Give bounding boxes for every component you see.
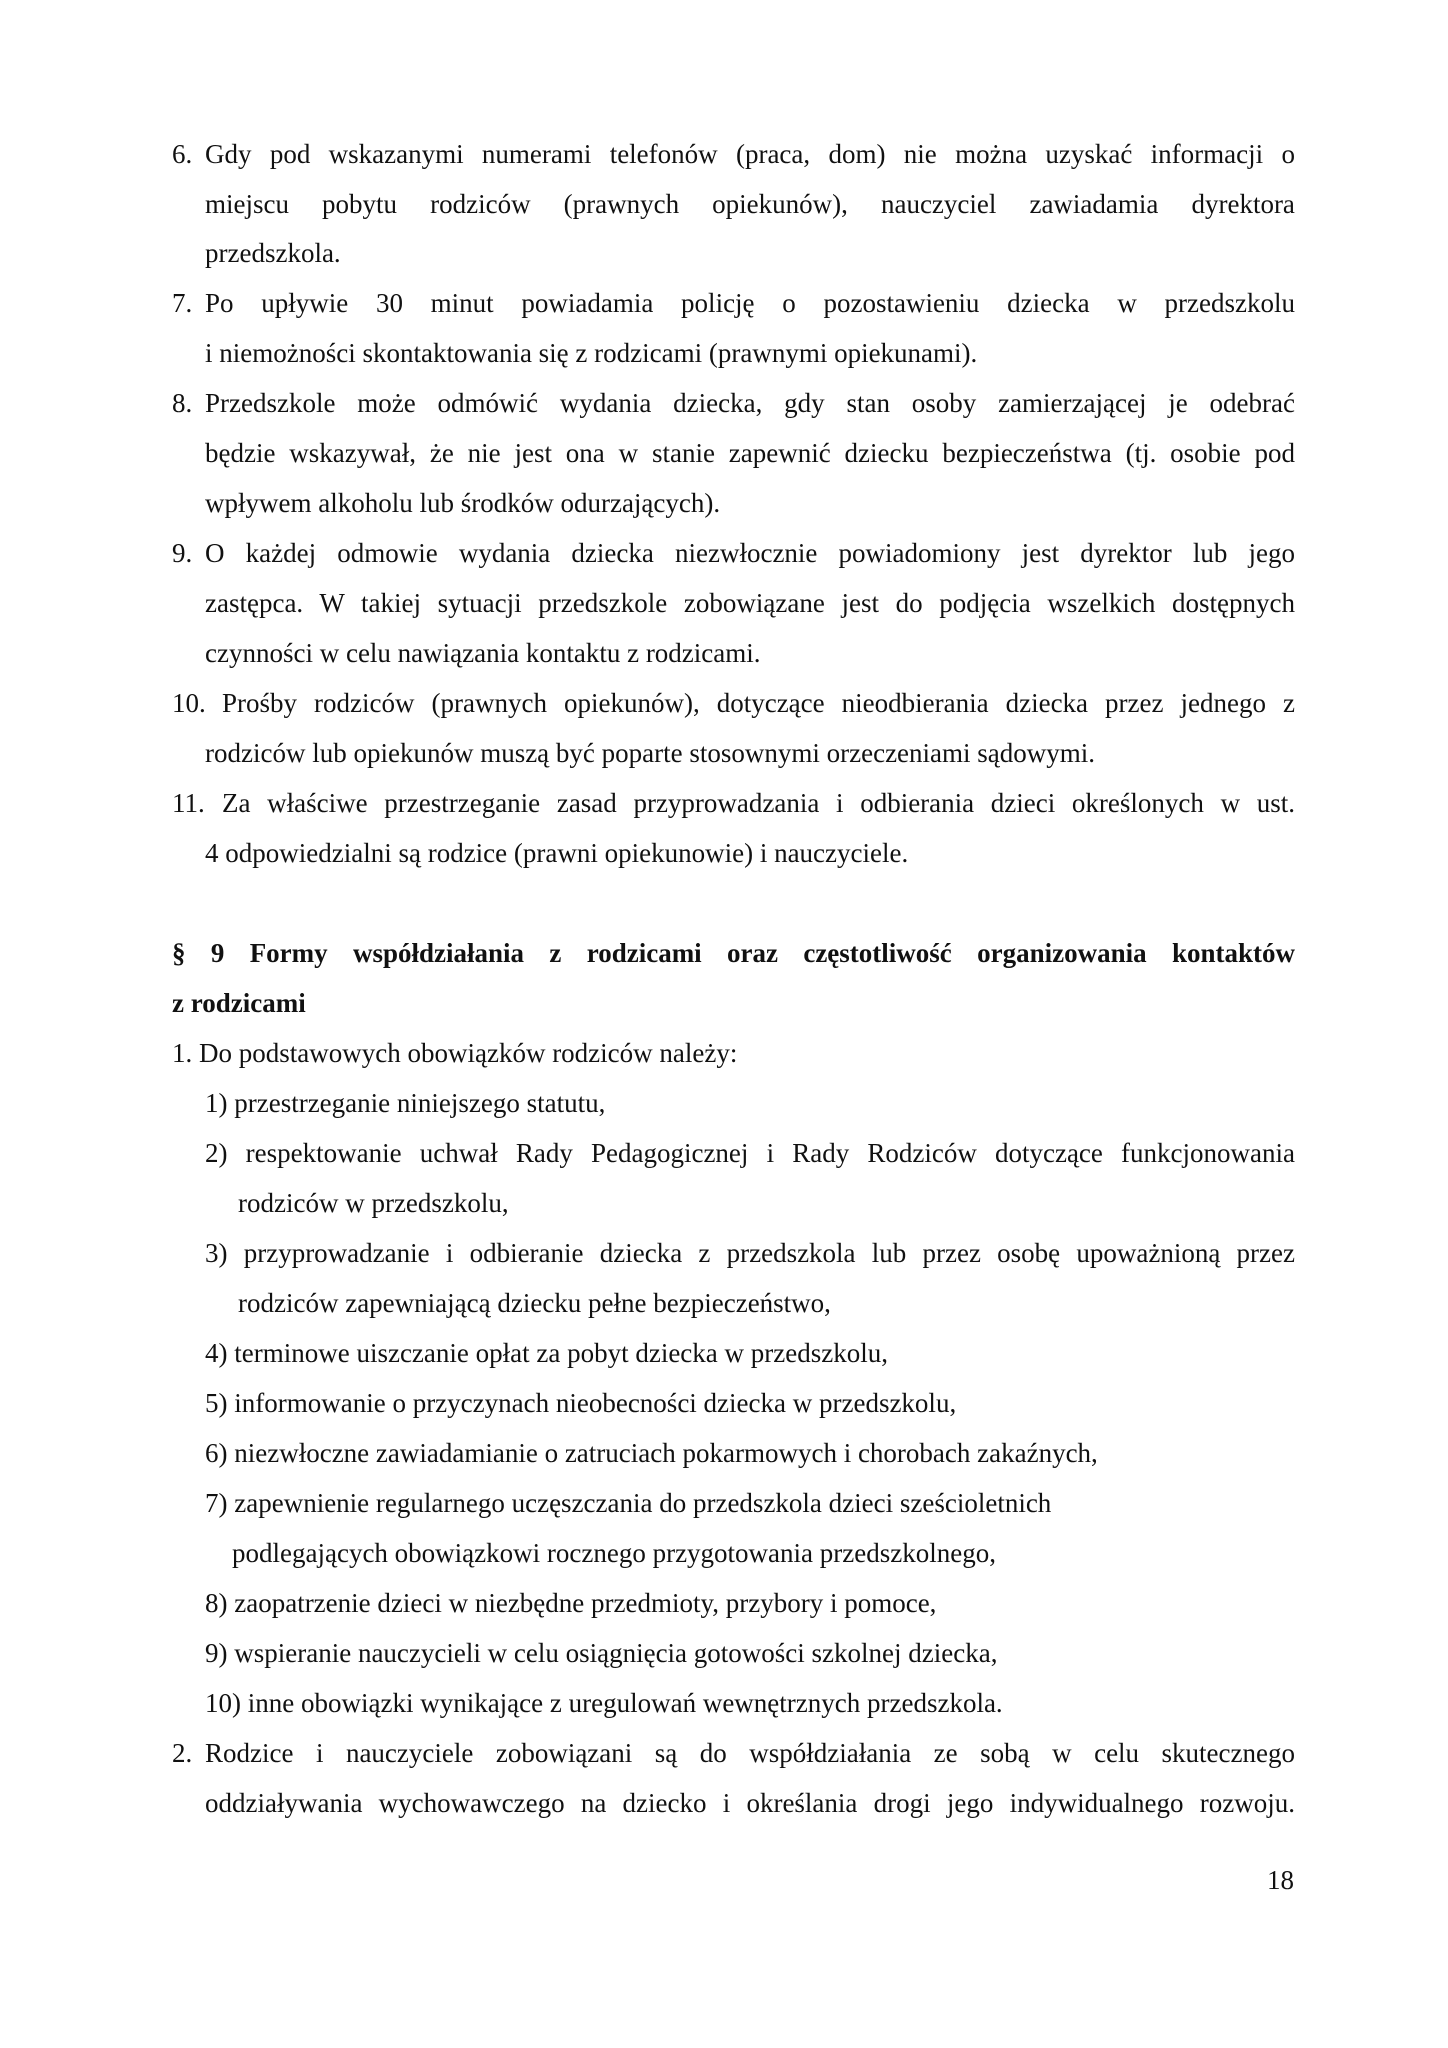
page-number: 18 [1267,1865,1294,1895]
list-item-text: będzie wskazywał, że nie jest ona w stanie zapewnić dziecku bezpieczeństwa (tj. osobie pod [205,438,1295,468]
list-item-text: czynności w celu nawiązania kontaktu z rodzicami. [205,638,761,668]
duty-item-cont: podlegających obowiązkowi rocznego przygotowania przedszkolnego, [232,1538,996,1568]
duty-item: 10) inne obowiązki wynikające z uregulowań wewnętrznych przedszkola. [205,1688,1003,1718]
list-item-text: zastępca. W takiej sytuacji przedszkole zobowiązane jest do podjęcia wszelkich dostępnych [205,588,1295,618]
list-item-text: i niemożności skontaktowania się z rodzicami (prawnymi opiekunami). [205,338,978,368]
duty-item: 8) zaopatrzenie dzieci w niezbędne przedmioty, przybory i pomoce, [205,1588,937,1618]
duty-item: 2) respektowanie uchwał Rady Pedagogicznej i Rady Rodziców dotyczące funkcjonowania [205,1138,1295,1168]
list-item-text: O każdej odmowie wydania dziecka niezwłocznie powiadomiony jest dyrektor lub jego [205,538,1295,568]
list-item-text: Za właściwe przestrzeganie zasad przyprowadzania i odbierania dzieci określonych w ust. [222,788,1295,818]
duty-item-cont: rodziców w przedszkolu, [238,1188,509,1218]
list-item-text: przedszkola. [205,238,341,268]
duty-item-cont: rodziców zapewniającą dziecku pełne bezpieczeństwo, [238,1288,831,1318]
section-heading: § 9 Formy współdziałania z rodzicami oraz częstotliwość organizowania kontaktów [172,938,1295,968]
duty-item: 1) przestrzeganie niniejszego statutu, [205,1088,606,1118]
list-number: 2. [172,1738,193,1768]
section-item-intro: 1. Do podstawowych obowiązków rodziców należy: [172,1038,738,1068]
list-item-text: wpływem alkoholu lub środków odurzających). [205,488,721,518]
duty-item: 6) niezwłoczne zawiadamianie o zatruciach pokarmowych i chorobach zakaźnych, [205,1438,1098,1468]
list-item-text: Prośby rodziców (prawnych opiekunów), dotyczące nieodbierania dziecka przez jednego z [222,688,1295,718]
duty-item: 3) przyprowadzanie i odbieranie dziecka z przedszkola lub przez osobę upoważnioną przez [205,1238,1295,1268]
list-item-text: Przedszkole może odmówić wydania dziecka, gdy stan osoby zamierzającej je odebrać [205,388,1295,418]
list-number: 8. [172,388,193,418]
duty-item: 7) zapewnienie regularnego uczęszczania do przedszkola dzieci sześcioletnich [205,1488,1052,1518]
list-number: 9. [172,538,193,568]
list-item-text: miejscu pobytu rodziców (prawnych opiekunów), nauczyciel zawiadamia dyrektora [205,189,1295,219]
duty-item: 4) terminowe uiszczanie opłat za pobyt dziecka w przedszkolu, [205,1338,888,1368]
list-number: 7. [172,288,193,318]
list-item-text: Rodzice i nauczyciele zobowiązani są do współdziałania ze sobą w celu skutecznego [205,1738,1295,1768]
list-item-text: 4 odpowiedzialni są rodzice (prawni opiekunowie) i nauczyciele. [205,838,909,868]
list-item-text: Gdy pod wskazanymi numerami telefonów (praca, dom) nie można uzyskać informacji o [205,139,1295,169]
section-heading-cont: z rodzicami [172,988,306,1018]
duty-item: 9) wspieranie nauczycieli w celu osiągnięcia gotowości szkolnej dziecka, [205,1638,998,1668]
list-number: 10. [172,688,206,718]
list-item-text: rodziców lub opiekunów muszą być poparte stosownymi orzeczeniami sądowymi. [205,738,1096,768]
duty-item: 5) informowanie o przyczynach nieobecności dziecka w przedszkolu, [205,1388,957,1418]
list-item-text: oddziaływania wychowawczego na dziecko i określania drogi jego indywidualnego rozwoju. [205,1788,1295,1818]
list-item-text: Po upływie 30 minut powiadamia policję o pozostawieniu dziecka w przedszkolu [205,288,1295,318]
list-number: 11. [172,788,205,818]
list-number: 6. [172,139,193,169]
